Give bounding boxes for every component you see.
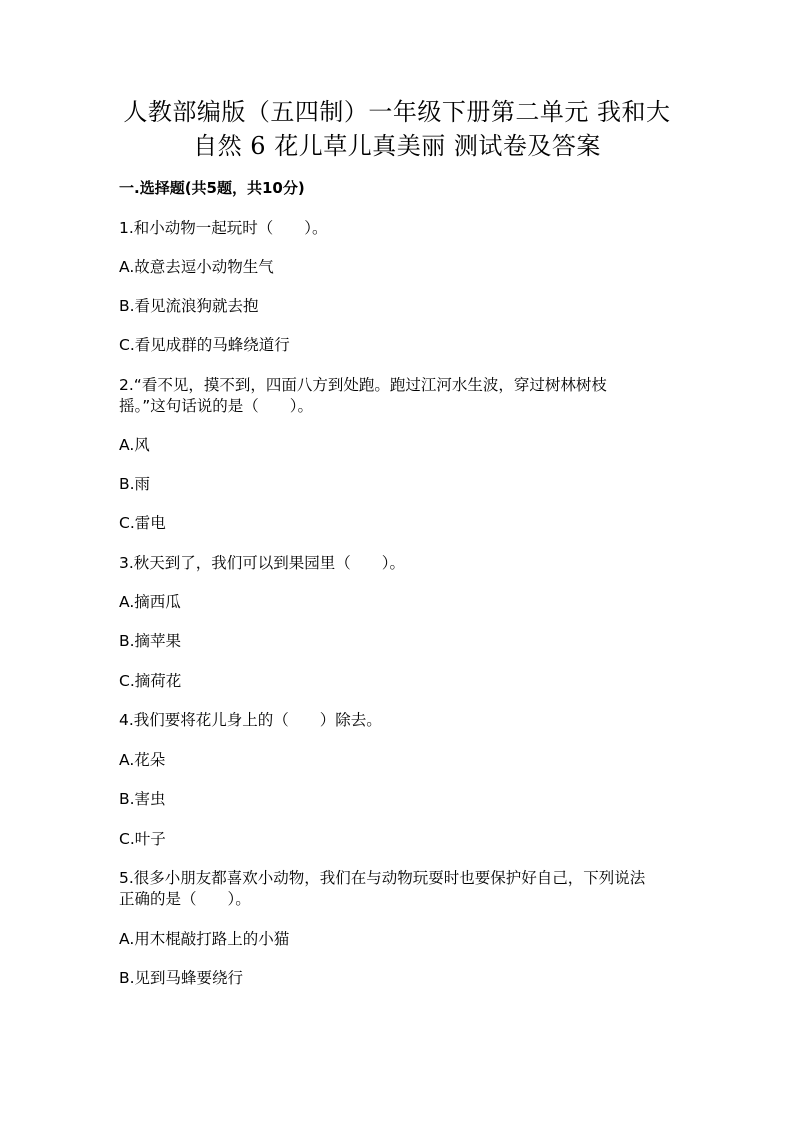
document-title-line-1: 人教部编版（五四制）一年级下册第二单元 我和大 <box>123 98 671 126</box>
question-1-option-c: C.看见成群的马蜂绕道行 <box>119 336 290 354</box>
question-4-option-b: B.害虫 <box>119 790 166 808</box>
question-3-stem: 3.秋天到了，我们可以到果园里（ ）。 <box>119 554 406 572</box>
question-3-option-b: B.摘苹果 <box>119 632 182 650</box>
question-1-stem: 1.和小动物一起玩时（ ）。 <box>119 219 328 237</box>
question-1-option-b: B.看见流浪狗就去抱 <box>119 297 259 315</box>
question-4-option-c: C.叶子 <box>119 830 166 848</box>
question-4-stem: 4.我们要将花儿身上的（ ）除去。 <box>119 711 382 729</box>
question-3-option-a: A.摘西瓜 <box>119 593 181 611</box>
question-5-stem-line-2: 正确的是（ ）。 <box>119 890 251 908</box>
question-2-stem-line-2: 摇。”这句话说的是（ ）。 <box>119 397 314 415</box>
question-1-option-a: A.故意去逗小动物生气 <box>119 258 274 276</box>
question-5-option-b: B.见到马蜂要绕行 <box>119 969 244 987</box>
question-5-stem-line-1: 5.很多小朋友都喜欢小动物，我们在与动物玩耍时也要保护好自己，下列说法 <box>119 869 646 887</box>
question-5-option-a: A.用木棍敲打路上的小猫 <box>119 930 290 948</box>
question-2-option-c: C.雷电 <box>119 514 166 532</box>
question-2-stem-line-1: 2.“看不见，摸不到，四面八方到处跑。跑过江河水生波，穿过树林树枝 <box>119 376 607 394</box>
question-4-option-a: A.花朵 <box>119 751 166 769</box>
document-title-line-2: 自然 6 花儿草儿真美丽 测试卷及答案 <box>193 132 601 160</box>
question-2-option-a: A.风 <box>119 436 150 454</box>
section-heading: 一.选择题(共5题，共10分) <box>119 179 305 197</box>
question-2-option-b: B.雨 <box>119 475 151 493</box>
question-3-option-c: C.摘荷花 <box>119 672 182 690</box>
